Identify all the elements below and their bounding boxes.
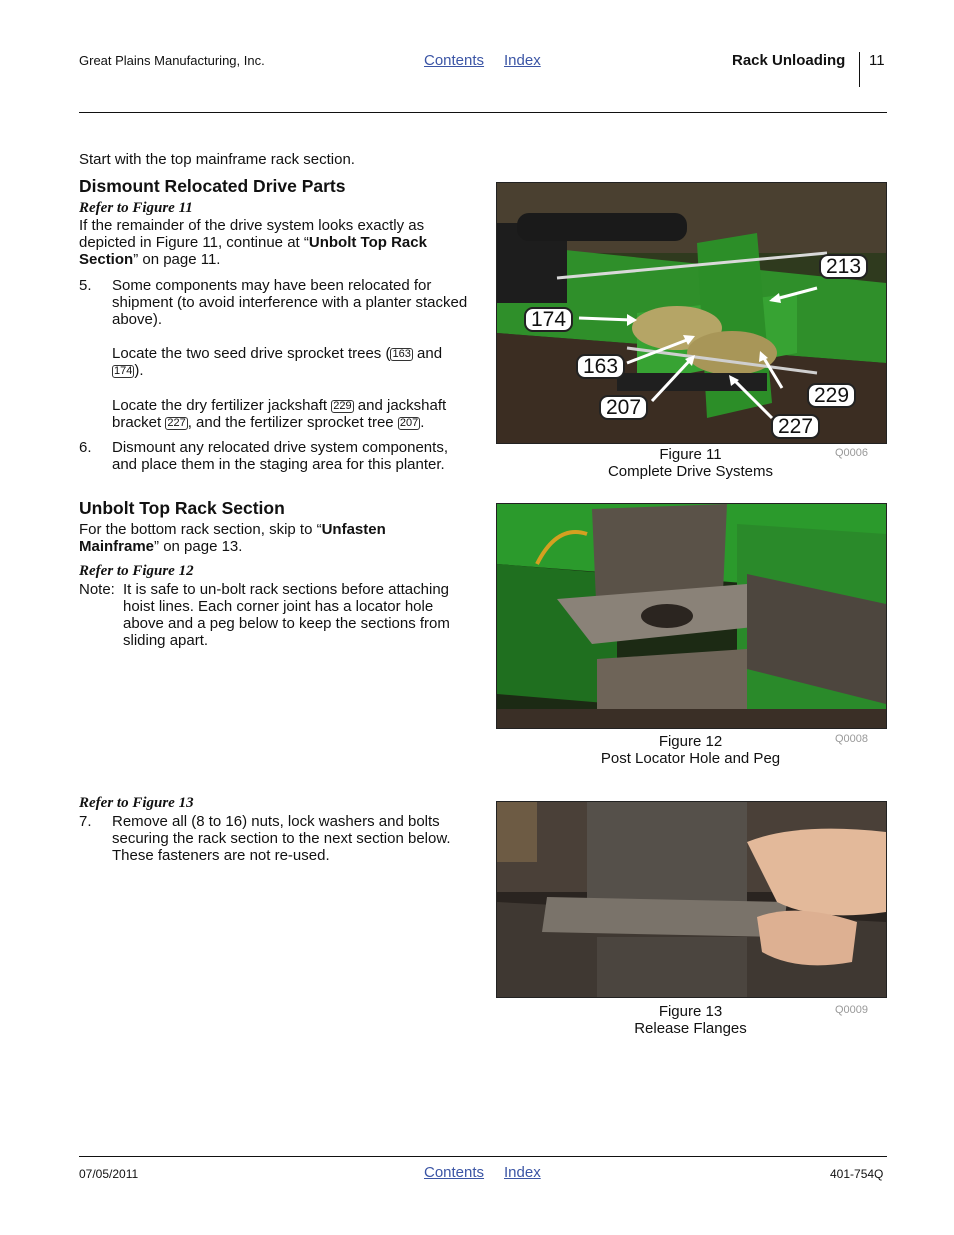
heading-unbolt: Unbolt Top Rack Section <box>79 498 285 518</box>
dismount-paragraph: If the remainder of the drive system looks exactly as depicted in Figure 11, continue at “Unbolt Top Rack Section” on page 11. <box>79 217 427 268</box>
link-unbolt-top-rack[interactable]: Unbolt Top Rack Section <box>79 234 427 268</box>
figure-12-label: Figure 12 <box>658 733 723 750</box>
figure-12-title: Post Locator Hole and Peg <box>600 750 781 767</box>
page-number: 11 <box>869 52 885 69</box>
figure-13-label: Figure 13 <box>658 1003 723 1020</box>
intro-text: Start with the top mainframe rack section. <box>79 151 355 168</box>
ref-163: 163 <box>392 348 411 360</box>
contents-link[interactable]: Contents <box>424 52 485 69</box>
figure-11-title: Complete Drive Systems <box>607 463 774 480</box>
figure-12-code: Q0008 <box>835 733 869 745</box>
callout-174: 174 <box>524 307 573 332</box>
figure-11-label: Figure 11 <box>659 446 722 463</box>
callout-229: 229 <box>807 383 856 408</box>
ref-229: 229 <box>333 400 352 412</box>
ref-207: 207 <box>399 417 419 429</box>
ref-227: 227 <box>167 417 186 429</box>
note-text: It is safe to un-bolt rack sections before attaching hoist lines. Each corner joint has a locator hole above and a peg below to keep the sections from sliding apart. <box>123 581 450 649</box>
ref-174: 174 <box>114 365 133 377</box>
refer-figure-11: Refer to Figure 11 <box>79 200 193 216</box>
heading-dismount: Dismount Relocated Drive Parts <box>79 176 346 196</box>
company-name: Great Plains Manufacturing, Inc. <box>79 53 265 68</box>
figure-11-caption <box>496 446 885 480</box>
footer-doc-code: 401-754Q <box>830 1167 884 1181</box>
unbolt-paragraph: For the bottom rack section, skip to “Unfasten Mainframe” on page 13. <box>79 521 386 555</box>
figure-13-photo <box>496 801 887 998</box>
footer-contents-link[interactable]: Contents <box>424 1164 485 1181</box>
section-title: Rack Unloading <box>732 52 846 69</box>
figure-11-code: Q0006 <box>835 447 869 459</box>
figure-13-code: Q0009 <box>835 1004 869 1016</box>
release-flanges-photo <box>497 802 886 997</box>
callout-213: 213 <box>819 254 868 279</box>
link-unfasten-mainframe[interactable]: Unfasten Mainframe <box>79 521 386 555</box>
figure-12-photo <box>496 503 887 729</box>
refer-figure-12: Refer to Figure 12 <box>79 563 194 579</box>
step-5-text: Some components may have been relocated for shipment (to avoid interference with a planter stacked above). <box>112 277 468 328</box>
locate-sprocket-trees: Locate the two seed drive sprocket trees ( 163 and 174 ). <box>112 345 443 379</box>
callout-163: 163 <box>576 354 625 379</box>
step-7-number: 7. <box>79 813 92 830</box>
header-divider <box>859 52 860 87</box>
note-label: Note: <box>79 581 115 598</box>
figure-13-caption <box>496 1003 885 1037</box>
locator-peg-photo <box>497 504 886 728</box>
locate-fertilizer-parts: Locate the dry fertilizer jackshaft 229 and jackshaft bracket 227 , and the fertilizer sprocket tree 207 . <box>112 397 447 431</box>
refer-figure-13: Refer to Figure 13 <box>79 795 194 811</box>
footer-date: 07/05/2011 <box>79 1167 139 1181</box>
figure-12-caption <box>496 733 885 767</box>
footer-index-link[interactable]: Index <box>504 1164 541 1181</box>
step-6-text: Dismount any relocated drive system components, and place them in the staging area for this planter. <box>112 439 448 473</box>
footer-rule <box>79 1156 887 1157</box>
header-rule <box>79 112 887 113</box>
step-5-number: 5. <box>79 277 92 294</box>
step-6-number: 6. <box>79 439 92 456</box>
figure-13-title: Release Flanges <box>634 1020 747 1037</box>
callout-227: 227 <box>771 414 820 439</box>
figure-11-photo <box>496 182 887 444</box>
step-7-text: Remove all (8 to 16) nuts, lock washers and bolts securing the rack section to the next section below. These fasteners are not re-used. <box>112 813 451 864</box>
callout-207: 207 <box>599 395 648 420</box>
index-link[interactable]: Index <box>504 52 541 69</box>
